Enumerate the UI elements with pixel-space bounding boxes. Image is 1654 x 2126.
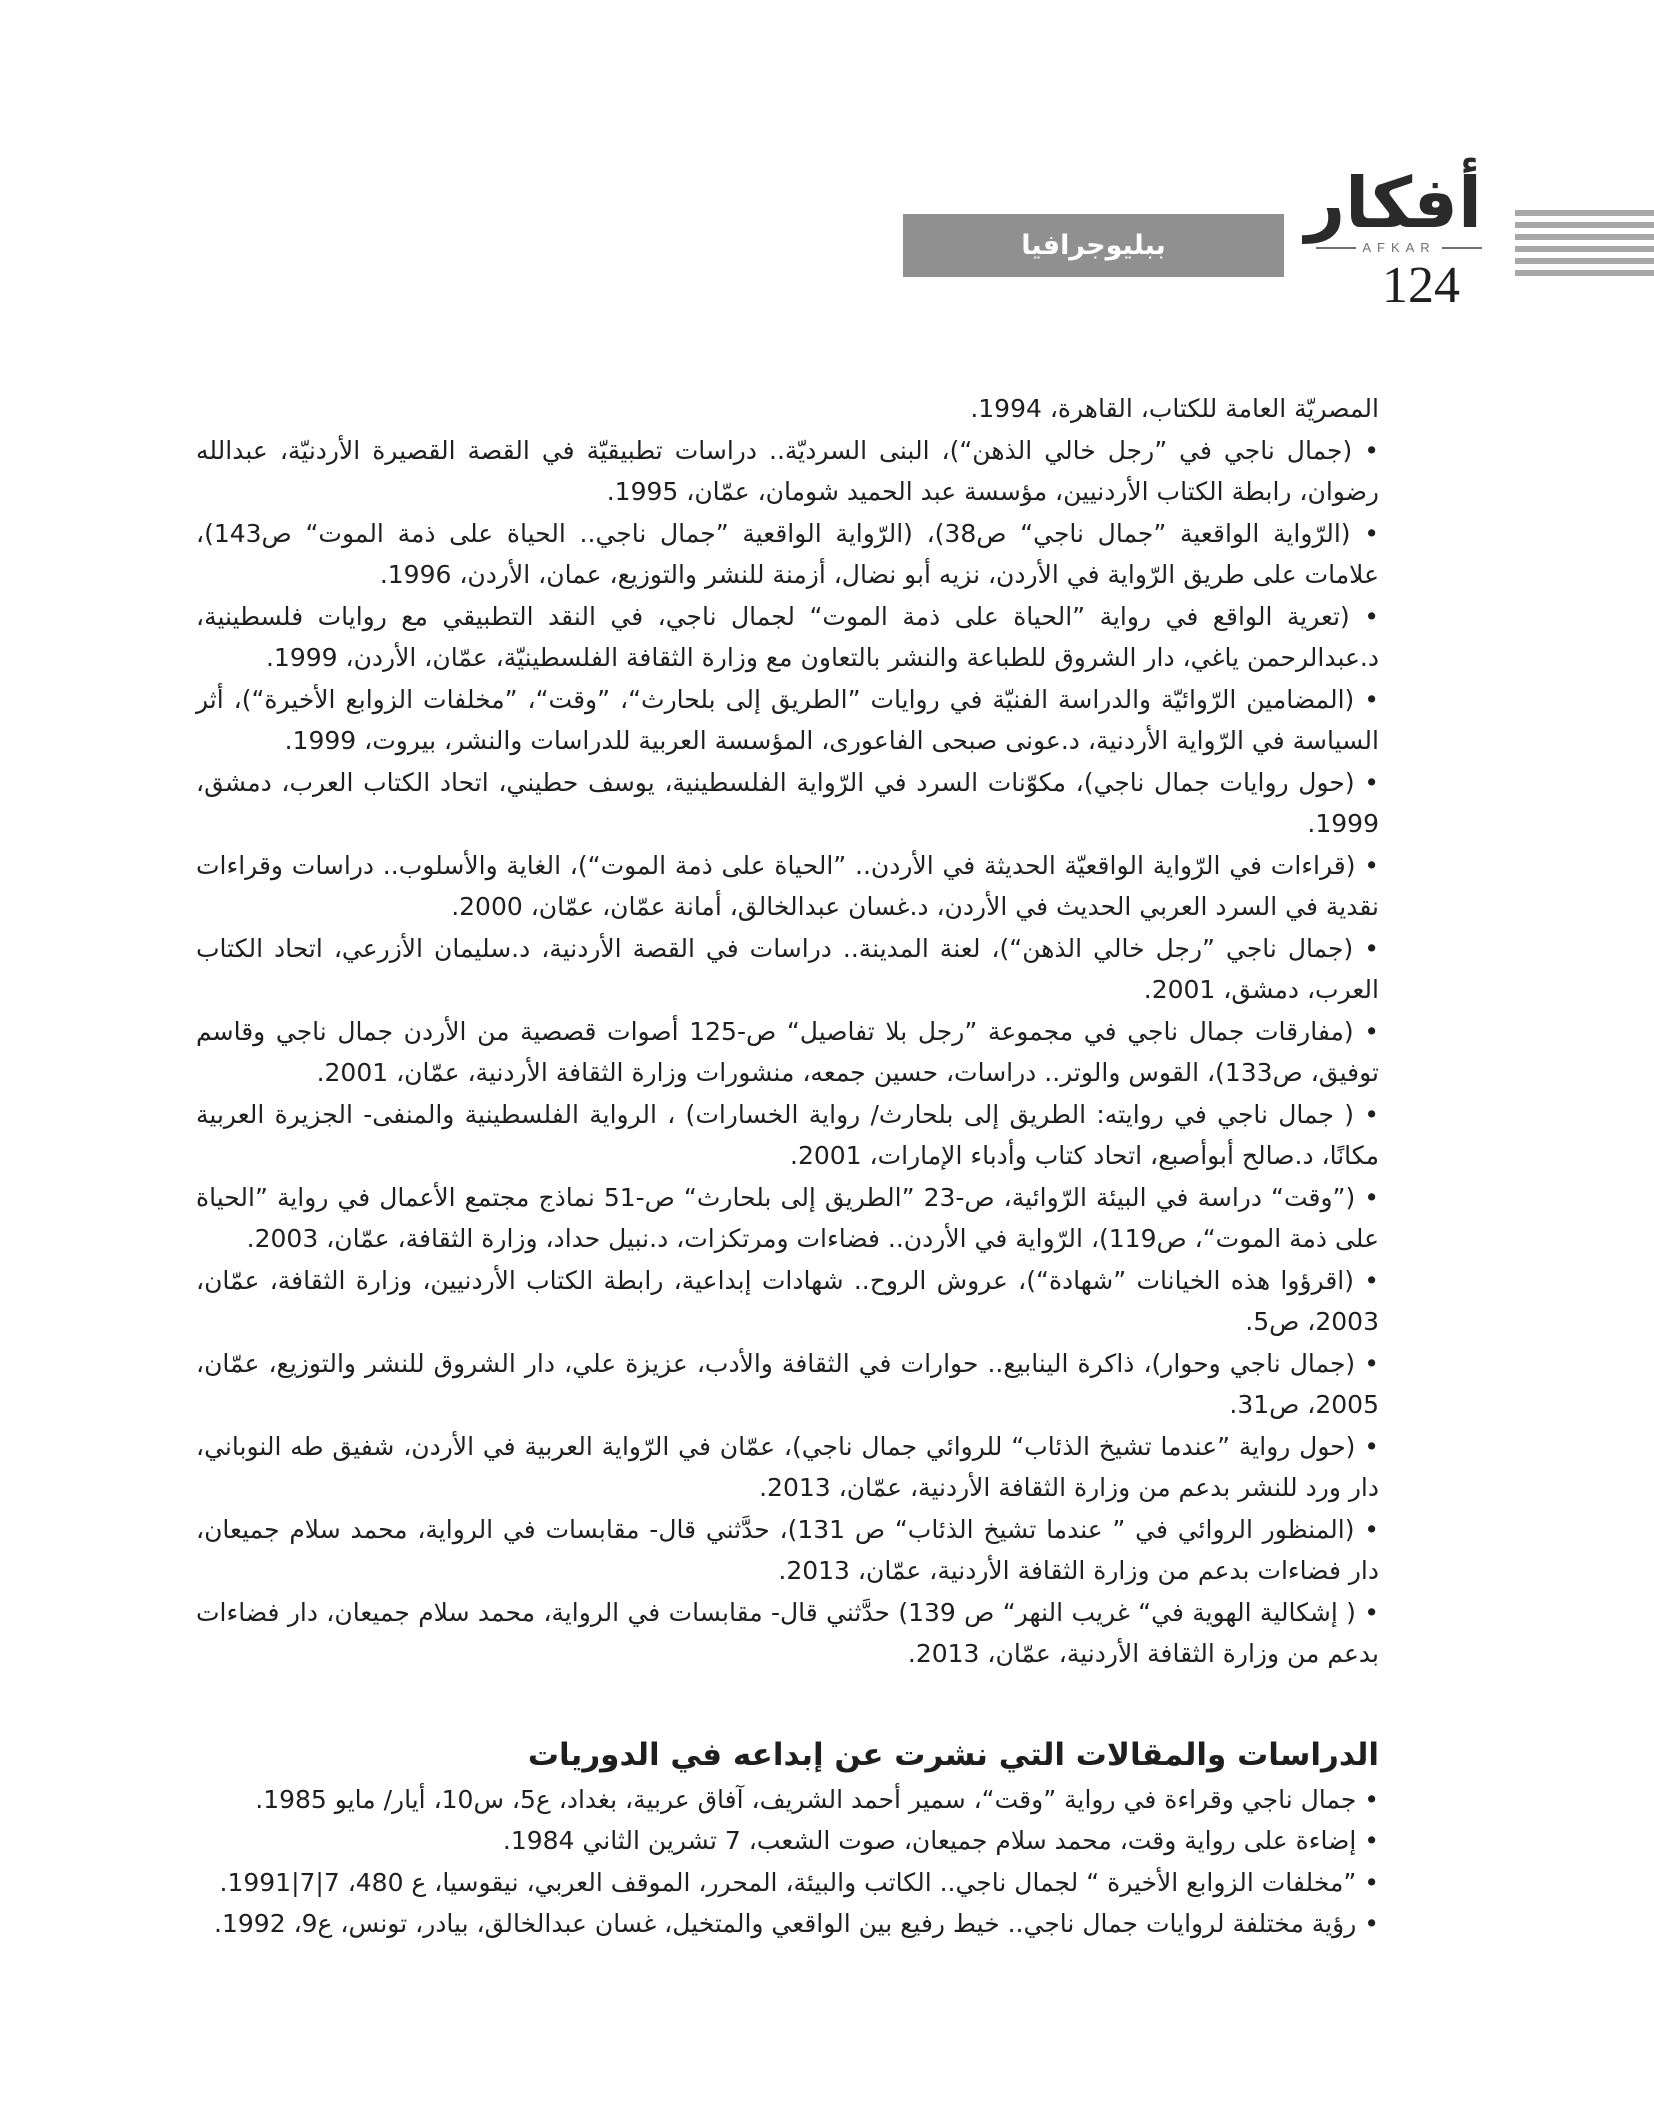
logo-arabic: أفكار [1304,162,1482,244]
bibliography-entry: • (الرّواية الواقعية ”جمال ناجي“ ص38)، (الرّواية الواقعية ”جمال ناجي.. الحياة على ذمة الموت“ ص143)، علامات على طريق الرّواية في الأردن، نزيه أبو نضال، أزمنة للنشر والتوزيع، عمان، الأردن، 1996. [196,518,1379,589]
stripe [1515,234,1654,240]
logo-rule-right [1442,247,1482,249]
article-entry: • إضاءة على رواية وقت، محمد سلام جميعان، صوت الشعب، 7 تشرين الثاني 1984. [502,1826,1379,1855]
article-entry: • رؤية مختلفة لروايات جمال ناجي.. خيط رفيع بين الواقعي والمتخيل، غسان عبدالخالق، بيادر، تونس، ع9، 1992. [214,1909,1379,1938]
stripe [1515,222,1654,228]
bibliography-entry: • (جمال ناجي وحوار)، ذاكرة الينابيع.. حوارات في الثقافة والأدب، عزيزة علي، دار الشروق للنشر والتوزيع، عمّان، 2005، ص31. [196,1348,1379,1419]
bibliography-entry: • (اقرؤوا هذه الخيانات ”شهادة“)، عروش الروح.. شهادات إبداعية، رابطة الكتاب الأردنيين، وزارة الثقافة، عمّان، 2003، ص5. [196,1265,1379,1336]
logo-latin: AFKAR [1362,240,1436,255]
bibliography-entry: • (”وقت“ دراسة في البيئة الرّوائية، ص-23 ”الطريق إلى بلحارث“ ص-51 نماذج مجتمع الأعمال في رواية ”الحياة على ذمة الموت“، ص119)، الرّواية في الأردن.. فضاءات ومرتكزات، د.نبيل حداد، وزارة الثقافة، عمّان، 2003. [196,1182,1379,1253]
section-heading: الدراسات والمقالات التي نشرت عن إبداعه في الدوريات [527,1736,1379,1773]
section-label [903,214,1284,277]
bibliography-entry: • (جمال ناجي في ”رجل خالي الذهن“)، البنى السرديّة.. دراسات تطبيقيّة في القصة القصيرة الأردنيّة، عبدالله رضوان، رابطة الكتاب الأردنيين، مؤسسة عبد الحميد شومان، عمّان، 1995. [196,435,1379,506]
page-number: 124 [1382,257,1460,314]
stripe [1515,270,1654,276]
magazine-logo [1304,162,1482,255]
bibliography-entry: • ( إشكالية الهوية في“ غريب النهر“ ص 139) حدَّثني قال- مقابسات في الرواية، محمد سلام جميعان، دار فضاءات بدعم من وزارة الثقافة الأردنية، عمّان، 2013. [196,1597,1379,1668]
stripe [1515,210,1654,216]
bibliography-entry: • (مفارقات جمال ناجي في مجموعة ”رجل بلا تفاصيل“ ص-125 أصوات قصصية من الأردن جمال ناجي وقاسم توفيق، ص133)، القوس والوتر.. دراسات، حسين جمعه، منشورات وزارة الثقافة الأردنية، عمّان، 2001. [196,1016,1379,1087]
section-label-text: ببليوجرافيا [1021,230,1166,261]
bibliography-entry: • (حول رواية ”عندما تشيخ الذئاب“ للروائي جمال ناجي)، عمّان في الرّواية العربية في الأردن، شفيق طه النوباني، دار ورد للنشر بدعم من وزارة الثقافة الأردنية، عمّان، 2013. [196,1431,1379,1502]
bibliography-entry: • (حول روايات جمال ناجي)، مكوّنات السرد في الرّواية الفلسطينية، يوسف حطيني، اتحاد الكتاب العرب، دمشق، 1999. [196,767,1379,838]
bibliography-entry: • (قراءات في الرّواية الواقعيّة الحديثة في الأردن.. ”الحياة على ذمة الموت“)، الغاية والأسلوب.. دراسات وقراءات نقدية في السرد العربي الحديث في الأردن، د.غسان عبدالخالق، أمانة عمّان، عمّان، 2000. [196,850,1379,921]
bibliography-entry: المصريّة العامة للكتاب، القاهرة، 1994. [970,394,1379,423]
bibliography-entry: • (جمال ناجي ”رجل خالي الذهن“)، لعنة المدينة.. دراسات في القصة الأردنية، د.سليمان الأزرعي، اتحاد الكتاب العرب، دمشق، 2001. [196,933,1379,1004]
article-entry: • جمال ناجي وقراءة في رواية ”وقت“، سمير أحمد الشريف، آفاق عربية، بغداد، ع5، س10، أيار/ مايو 1985. [255,1784,1379,1814]
article-entry: • ”مخلفات الزوابع الأخيرة “ لجمال ناجي.. الكاتب والبيئة، المحرر، الموقف العربي، نيقوسيا، ع 480، 7|7|1991. [219,1867,1379,1897]
stripe [1515,258,1654,264]
bibliography-entry: • ( جمال ناجي في روايته: الطريق إلى بلحارث/ رواية الخسارات) ، الرواية الفلسطينية والمنفى- الجزيرة العربية مكانًا، د.صالح أبوأصبع، اتحاد كتاب وأدباء الإمارات، 2001. [196,1099,1379,1170]
bibliography-entry: • (تعرية الواقع في رواية ”الحياة على ذمة الموت“ لجمال ناجي، في النقد التطبيقي مع روايات فلسطينية، د.عبدالرحمن ياغي، دار الشروق للطباعة والنشر بالتعاون مع وزارة الثقافة الفلسطينيّة، عمّان، الأردن، 1999. [196,601,1379,672]
stripe [1515,246,1654,252]
decorative-stripes [1515,210,1654,282]
articles-list [196,1779,1379,1945]
bibliography-list [196,388,1379,1675]
bibliography-entry: • (المنظور الروائي في ” عندما تشيخ الذئاب“ ص 131)، حدَّثني قال- مقابسات في الرواية، محمد سلام جميعان، دار فضاءات بدعم من وزارة الثقافة الأردنية، عمّان، 2013. [196,1514,1379,1585]
logo-rule-left [1316,247,1356,249]
bibliography-entry: • (المضامين الرّوائيّة والدراسة الفنيّة في روايات ”الطريق إلى بلحارث“، ”وقت“، ”مخلفات الزوابع الأخيرة“)، أثر السياسة في الرّواية الأردنية، د.عونى صبحى الفاعورى، المؤسسة العربية للدراسات والنشر، بيروت، 1999. [196,684,1379,755]
article-body [196,388,1379,1945]
